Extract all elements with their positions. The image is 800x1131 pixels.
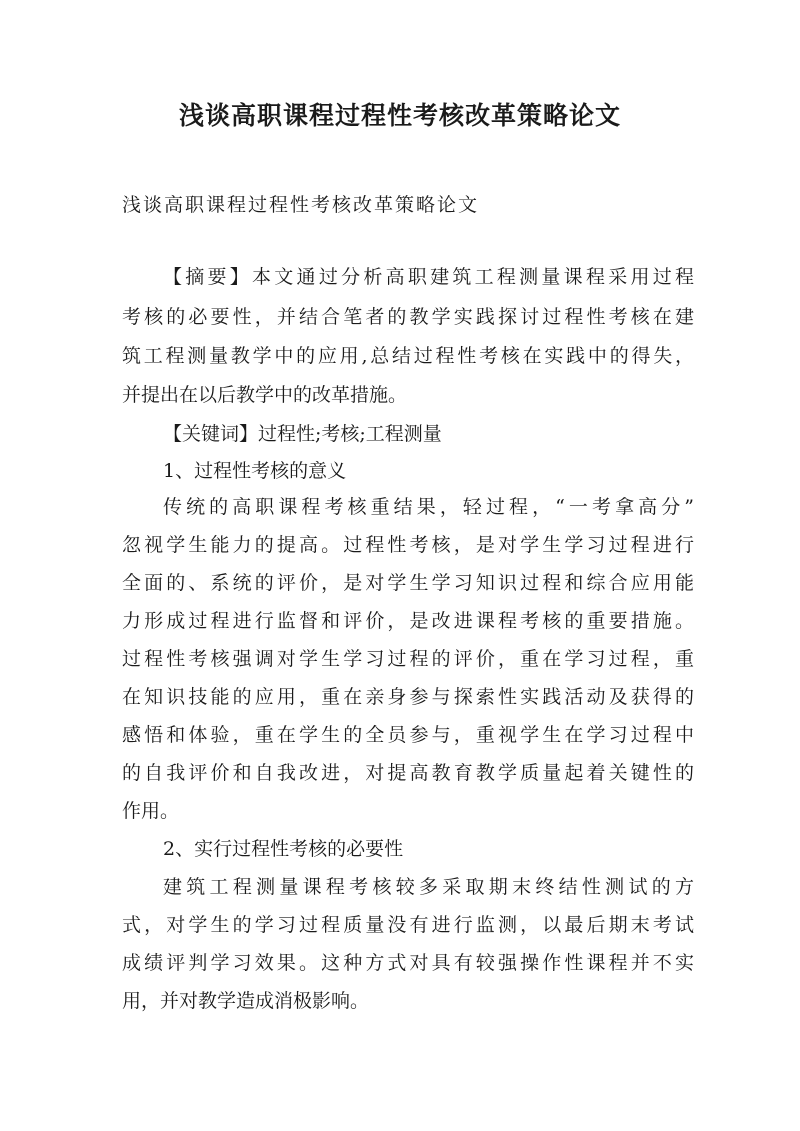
abstract-line: 【摘要】本文通过分析高职建筑工程测量课程采用过程 [163,266,694,288]
paragraph-line: 忽视学生能力的提高。过程性考核，是对学生学习过程进行 [122,534,694,556]
paragraph-line: 感悟和体验，重在学生的全员参与，重视学生在学习过程中 [122,724,694,746]
keywords-line: 【关键词】过程性;考核;工程测量 [163,423,442,445]
paragraph-line: 式，对学生的学习过程质量没有进行监测，以最后期末考试 [122,914,694,936]
paragraph-line: 在知识技能的应用，重在亲身参与探索性实践活动及获得的 [122,686,694,708]
document-title: 浅谈高职课程过程性考核改革策略论文 [178,101,621,130]
abstract-line: 并提出在以后教学中的改革措施。 [122,384,408,406]
abstract-line: 考核的必要性，并结合笔者的教学实践探讨过程性考核在建 [122,306,694,328]
paragraph-line: 传统的高职课程考核重结果，轻过程，“一考拿高分” [163,496,694,518]
paragraph-line: 建筑工程测量课程考核较多采取期末终结性测试的方 [163,876,694,898]
paragraph-line: 全面的、系统的评价，是对学生学习知识过程和综合应用能 [122,572,694,594]
section-heading: 2、实行过程性考核的必要性 [163,838,404,860]
paragraph-line: 成绩评判学习效果。这种方式对具有较强操作性课程并不实 [122,952,694,974]
paragraph-line: 作用。 [122,800,180,822]
section-heading: 1、过程性考核的意义 [163,460,347,482]
paragraph-line: 的自我评价和自我改进，对提高教育教学质量起着关键性的 [122,762,694,784]
paragraph-line: 力形成过程进行监督和评价，是改进课程考核的重要措施。 [122,610,694,632]
paragraph-line: 过程性考核强调对学生学习过程的评价，重在学习过程，重 [122,648,694,670]
abstract-line: 筑工程测量教学中的应用,总结过程性考核在实践中的得失， [122,345,694,367]
document-subtitle: 浅谈高职课程过程性考核改革策略论文 [122,194,480,216]
paragraph-line: 用，并对教学造成消极影响。 [122,990,370,1012]
